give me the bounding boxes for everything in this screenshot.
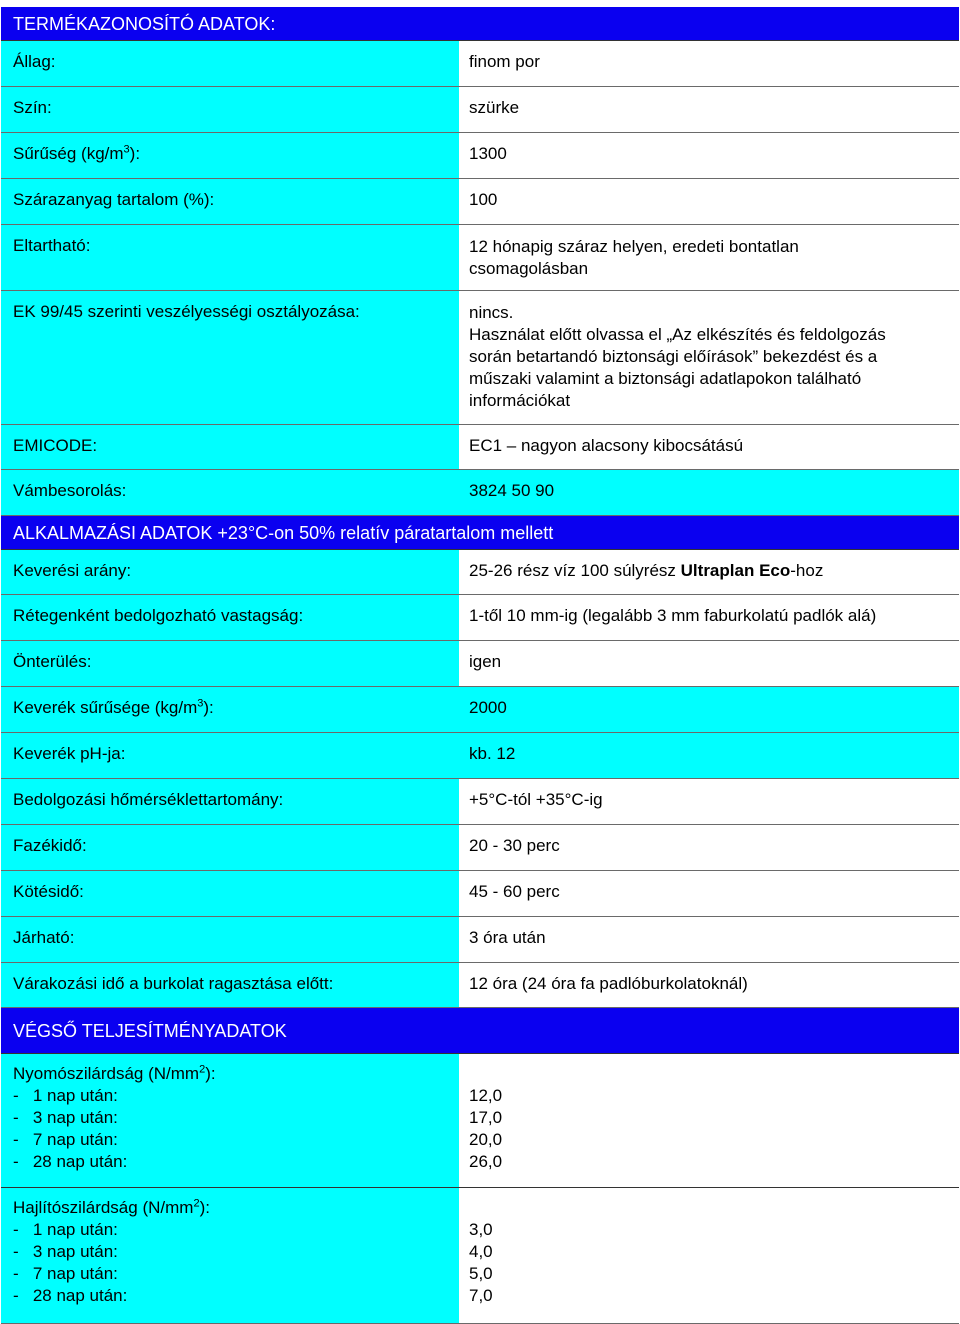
value-vambesorolas: 3824 50 90 [469, 481, 555, 500]
section-header-final-performance: VÉGSŐ TELJESÍTMÉNYADATOK [1, 1008, 959, 1054]
value-suruseg: 1300 [469, 144, 507, 163]
value-eltarthato: 12 hónapig száraz helyen, eredeti bontatlan csomagolásban [469, 237, 799, 278]
value-hajlitoszilardsag: 3,0 4,0 5,0 7,0 [469, 1220, 493, 1305]
label-varakozasi: Várakozási idő a burkolat ragasztása előtt: [13, 974, 334, 993]
row-nyomoszilardsag [1, 1054, 959, 1188]
label-szarazanyag: Szárazanyag tartalom (%): [13, 190, 215, 209]
label-allag: Állag: [13, 52, 56, 71]
value-emicode: EC1 – nagyon alacsony kibocsátású [469, 436, 744, 455]
value-szin: szürke [469, 98, 520, 117]
label-ek: EK 99/45 szerinti veszélyességi osztályozása: [13, 302, 360, 321]
label-bedolgozasi: Bedolgozási hőmérséklettartomány: [13, 790, 284, 809]
row-onterules [1, 641, 959, 687]
row-suruseg [1, 133, 959, 179]
row-bedolgozasi [1, 779, 959, 825]
label-jarhato: Járható: [13, 928, 75, 947]
value-bedolgozasi: +5°C-tól +35°C-ig [469, 790, 603, 809]
label-kotesido: Kötésidő: [13, 882, 84, 901]
label-retegenkent: Rétegenként bedolgozható vastagság: [13, 606, 304, 625]
value-nyomoszilardsag: 12,0 17,0 20,0 26,0 [469, 1086, 503, 1171]
row-szin [1, 87, 959, 133]
section-header-application-data: ALKALMAZÁSI ADATOK +23°C-on 50% relatív páratartalom mellett [1, 516, 959, 550]
label-onterules: Önterülés: [13, 652, 92, 671]
value-ek: nincs. Használat előtt olvassa el „Az elkészítés és feldolgozás során betartandó biztonsági előírások” bekezdést és a műszaki valamint a biztonsági adatlapokon található információkat [469, 303, 886, 410]
section-header-product-identification: TERMÉKAZONOSÍTÓ ADATOK: [1, 7, 959, 41]
label-keveresi: Keverési arány: [13, 561, 132, 580]
label-nyomoszilardsag: Nyomószilárdság $(N/mm^2)$: - 1 nap után: - 3 nap után: - 7 nap után: - 28 nap után: [13, 1063, 216, 1171]
value-jarhato: 3 óra után [469, 928, 546, 947]
row-emicode [1, 425, 959, 470]
label-eltarthato: Eltartható: [13, 236, 91, 255]
row-ek-classification [1, 291, 959, 425]
label-keverek-suruseg: Keverék sűrűsége $(kg/m^3)$: [13, 697, 214, 717]
label-emicode: EMICODE: [13, 436, 98, 455]
technical-data-sheet [1, 0, 959, 1324]
value-onterules: igen [469, 652, 502, 671]
value-keverek-ph: kb. 12 [469, 744, 516, 763]
row-fazekido [1, 825, 959, 871]
row-keverek-ph [1, 733, 959, 779]
value-varakozasi: 12 óra (24 óra fa padlóburkolatoknál) [469, 974, 748, 993]
row-varakozasi [1, 963, 959, 1008]
row-jarhato [1, 917, 959, 963]
row-eltarthato [1, 225, 959, 291]
row-kotesido [1, 871, 959, 917]
value-szarazanyag: 100 [469, 190, 498, 209]
value-retegenkent: 1-től 10 mm-ig (legalább 3 mm faburkolatú padlók alá) [469, 606, 877, 625]
row-keveresi [1, 550, 959, 595]
label-keverek-ph: Keverék pH-ja: [13, 744, 126, 763]
label-hajlitoszilardsag: Hajlítószilárdság $(N/mm^2)$: - 1 nap után: - 3 nap után: - 7 nap után: - 28 nap után: [13, 1197, 210, 1305]
value-keveresi: 25-26 rész víz 100 súlyrész Ultraplan Eco-hoz [469, 561, 824, 580]
row-hajlitoszilardsag [1, 1188, 959, 1324]
row-retegenkent [1, 595, 959, 641]
value-fazekido: 20 - 30 perc [469, 836, 560, 855]
row-vambesorolas [1, 470, 959, 516]
label-fazekido: Fazékidő: [13, 836, 87, 855]
label-vambesorolas: Vámbesorolás: [13, 481, 127, 500]
row-szarazanyag [1, 179, 959, 225]
label-suruseg: Sűrűség $(kg/m^3)$: [13, 143, 141, 163]
value-keverek-suruseg: 2000 [469, 698, 507, 717]
label-szin: Szín: [13, 98, 52, 117]
row-allag [1, 41, 959, 87]
value-kotesido: 45 - 60 perc [469, 882, 560, 901]
value-allag: finom por [469, 52, 540, 71]
row-keverek-suruseg [1, 687, 959, 733]
